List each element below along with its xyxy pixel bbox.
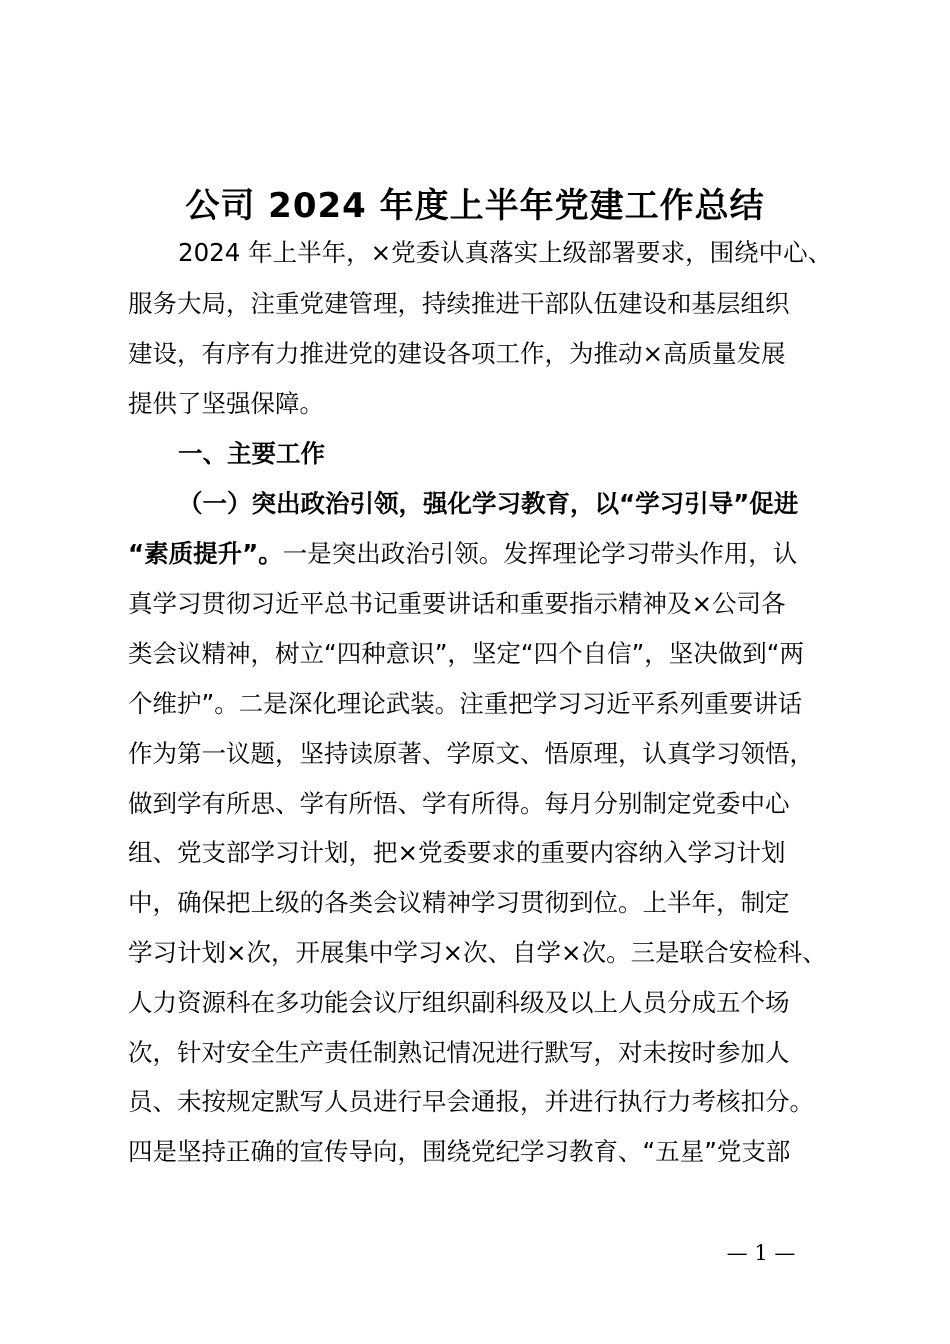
body-line-3: 个维护”。二是深化理论武装。注重把学习习近平系列重要讲话	[128, 689, 803, 718]
body-line-2: 类会议精神，树立“四种意识”，坚定“四个自信”，坚决做到“两	[128, 639, 804, 668]
page-number: — 1 —	[726, 1241, 796, 1265]
body-line-7: 中，确保把上级的各类会议精神学习贯彻到位。上半年，制定	[128, 888, 790, 917]
subsection-heading: （一）突出政治引领，强化学习教育，以“学习引导”促进	[178, 489, 799, 518]
body-line-6: 组、党支部学习计划，把×党委要求的重要内容纳入学习计划	[128, 838, 786, 867]
body-line-9: 人力资源科在多功能会议厅组织副科级及以上人员分成五个场	[128, 988, 790, 1017]
intro-line-2: 服务大局，注重党建管理，持续推进干部队伍建设和基层组织	[128, 289, 790, 318]
body-line-12: 四是坚持正确的宣传导向，围绕党纪学习教育、“五星”党支部	[128, 1137, 791, 1166]
body-line-4: 作为第一议题，坚持读原著、学原文、悟原理，认真学习领悟，	[128, 739, 814, 768]
body-line-1: 真学习贯彻习近平总书记重要讲话和重要指示精神及×公司各	[128, 589, 786, 618]
body-line-11: 员、未按规定默写人员进行早会通报，并进行执行力考核扣分。	[128, 1087, 814, 1116]
subsection-heading-end: “素质提升”。	[128, 539, 283, 568]
paragraph-line	[128, 534, 797, 574]
intro-line-3: 建设，有序有力推进党的建设各项工作，为推动×高质量发展	[128, 339, 786, 368]
body-line-8: 学习计划×次，开展集中学习×次、自学×次。三是联合安检科、	[128, 938, 827, 967]
intro-line-4: 提供了坚强保障。	[128, 389, 324, 418]
document-title: 公司 2024 年度上半年党建工作总结	[185, 186, 765, 226]
paragraph-text: 一是突出政治引领。发挥理论学习带头作用，认	[282, 539, 798, 568]
body-line-10: 次，针对安全生产责任制熟记情况进行默写，对未按时参加人	[128, 1038, 790, 1067]
body-line-5: 做到学有所思、学有所悟、学有所得。每月分别制定党委中心	[128, 789, 790, 818]
section-heading: 一、主要工作	[178, 439, 325, 468]
intro-line-1: 2024 年上半年，×党委认真落实上级部署要求，围绕中心、	[178, 238, 833, 267]
